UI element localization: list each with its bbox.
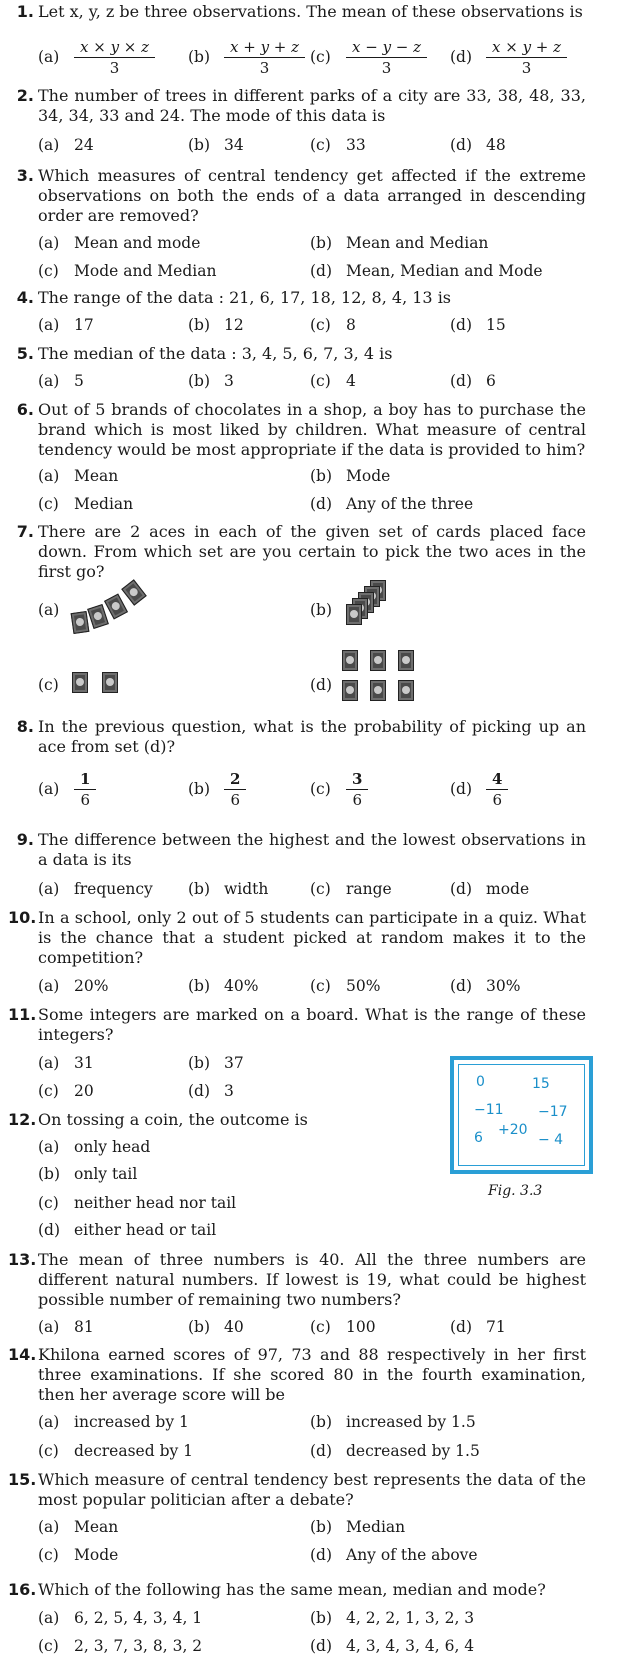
option-label: (a) (38, 47, 60, 66)
option-13a[interactable]: (a) 81 (38, 1318, 94, 1336)
question-number: 5. (16, 344, 34, 363)
question-number: 8. (16, 717, 34, 736)
board-number: 15 (532, 1076, 550, 1092)
option-13c[interactable]: (c) 100 (310, 1318, 376, 1336)
question-number: 11. (8, 1005, 37, 1024)
question-number: 3. (16, 166, 34, 185)
option-1d[interactable] (450, 38, 567, 77)
option-2b[interactable]: (b) 34 (188, 136, 244, 154)
option-10b[interactable]: (b) 40% (188, 977, 259, 995)
card-set-b (340, 578, 400, 638)
option-8d[interactable]: (d) $\frac{4}{6}$ (450, 770, 508, 809)
option-16a[interactable]: (a) 6, 2, 5, 4, 3, 4, 1 (38, 1609, 203, 1627)
card-icon (104, 593, 128, 619)
option-4c[interactable]: (c) 8 (310, 316, 356, 334)
option-5b[interactable]: (b) 3 (188, 372, 234, 390)
option-label: (c) (310, 47, 331, 66)
card-icon (342, 650, 358, 671)
card-icon (102, 672, 118, 693)
option-14b[interactable]: (b) increased by 1.5 (310, 1413, 476, 1431)
option-8a[interactable]: (a) $\frac{1}{6}$ (38, 770, 96, 809)
question-text: The number of trees in different parks of a city are 33, 38, 48, 33, 34, 34, 33 and 24. The mode of this data is (38, 86, 586, 125)
option-2d[interactable]: (d) 48 (450, 136, 506, 154)
option-5d[interactable]: (d) 6 (450, 372, 496, 390)
question-number: 10. (8, 908, 37, 927)
option-4b[interactable]: (b) 12 (188, 316, 244, 334)
question-number: 4. (16, 288, 34, 307)
option-1b[interactable] (188, 38, 305, 77)
option-12d[interactable]: (d) either head or tail (38, 1221, 217, 1239)
option-6c[interactable]: (c) Median (38, 495, 134, 513)
option-9c[interactable]: (c) range (310, 880, 392, 898)
option-label: (b) (188, 47, 211, 66)
option-3b[interactable]: (b) Mean and Median (310, 234, 489, 252)
option-4a[interactable]: (a) 17 (38, 316, 94, 334)
card-icon (346, 604, 362, 625)
option-3a[interactable]: (a) Mean and mode (38, 234, 201, 252)
question-text: The difference between the highest and the lowest observations in a data is its (38, 830, 586, 869)
board-number: −17 (538, 1104, 568, 1120)
option-7a[interactable]: (a) (38, 601, 60, 619)
card-icon (87, 604, 109, 629)
fraction: $\frac{x \times y \times z}{3}$ (74, 38, 155, 77)
question-number: 13. (8, 1250, 37, 1269)
question-number: 9. (16, 830, 34, 849)
question-text: In the previous question, what is the probability of picking up an ace from set (d)? (38, 717, 586, 756)
option-9a[interactable]: (a) frequency (38, 880, 153, 898)
option-15a[interactable]: (a) Mean (38, 1518, 119, 1536)
question-number: 15. (8, 1470, 37, 1489)
option-16c[interactable]: (c) 2, 3, 7, 3, 8, 3, 2 (38, 1637, 203, 1655)
question-number: 7. (16, 522, 34, 541)
option-label: (d) (450, 47, 473, 66)
option-15d[interactable]: (d) Any of the above (310, 1546, 478, 1564)
option-3c[interactable]: (c) Mode and Median (38, 262, 217, 280)
card-icon (370, 650, 386, 671)
question-number: 1. (16, 2, 34, 21)
card-icon (342, 680, 358, 701)
card-icon (398, 680, 414, 701)
question-text: The range of the data : 21, 6, 17, 18, 12, 8, 4, 13 is (38, 288, 452, 307)
board-number: 0 (476, 1074, 485, 1090)
fraction: $\frac{x - y - z}{3}$ (346, 38, 427, 77)
option-11d[interactable]: (d) 3 (188, 1082, 234, 1100)
question-number: 2. (16, 86, 34, 105)
fraction: $\frac{4}{6}$ (486, 770, 508, 809)
option-14d[interactable]: (d) decreased by 1.5 (310, 1442, 480, 1460)
question-text: Which measures of central tendency get affected if the extreme observations on both the ends of a data arranged in descending order are removed? (38, 166, 586, 225)
fraction: $\frac{1}{6}$ (74, 770, 96, 809)
board-number: 6 (474, 1130, 483, 1146)
option-8c[interactable]: (c) $\frac{3}{6}$ (310, 770, 368, 809)
option-16d[interactable]: (d) 4, 3, 4, 3, 4, 6, 4 (310, 1637, 475, 1655)
option-9d[interactable]: (d) mode (450, 880, 530, 898)
question-text: Which of the following has the same mean, median and mode? (38, 1580, 546, 1599)
question-number: 12. (8, 1110, 37, 1129)
card-icon (72, 672, 88, 693)
option-14c[interactable]: (c) decreased by 1 (38, 1442, 194, 1460)
option-2c[interactable]: (c) 33 (310, 136, 366, 154)
option-5a[interactable]: (a) 5 (38, 372, 84, 390)
option-9b[interactable]: (b) width (188, 880, 269, 898)
question-text: There are 2 aces in each of the given set of cards placed face down. From which set are you certain to pick the two aces in the first go? (38, 522, 586, 581)
card-icon (398, 650, 414, 671)
option-7c[interactable]: (c) (38, 676, 59, 694)
question-text: Which measure of central tendency best represents the data of the most popular politician after a debate? (38, 1470, 586, 1509)
option-6b[interactable]: (b) Mode (310, 467, 391, 485)
option-6d[interactable]: (d) Any of the three (310, 495, 474, 513)
question-text: Some integers are marked on a board. What is the range of these integers? (38, 1005, 586, 1044)
fraction: $\frac{x + y + z}{3}$ (224, 38, 305, 77)
option-7d[interactable]: (d) (310, 676, 333, 694)
question-text: In a school, only 2 out of 5 students can participate in a quiz. What is the chance that a student picked at random makes it to the competition? (38, 908, 586, 967)
option-12b[interactable]: (b) only tail (38, 1165, 138, 1183)
option-11a[interactable]: (a) 31 (38, 1054, 94, 1072)
option-4d[interactable]: (d) 15 (450, 316, 506, 334)
question-text: The median of the data : 3, 4, 5, 6, 7, 3, 4 is (38, 344, 393, 363)
question-text: Let x, y, z be three observations. The mean of these observations is (38, 2, 583, 21)
card-set-c (70, 670, 130, 696)
option-13b[interactable]: (b) 40 (188, 1318, 244, 1336)
fraction: $\frac{3}{6}$ (346, 770, 368, 809)
option-13d[interactable]: (d) 71 (450, 1318, 506, 1336)
option-16b[interactable]: (b) 4, 2, 2, 1, 3, 2, 3 (310, 1609, 475, 1627)
option-12c[interactable]: (c) neither head nor tail (38, 1194, 237, 1212)
fraction: $\frac{2}{6}$ (224, 770, 246, 809)
question-text: Out of 5 brands of chocolates in a shop, a boy has to purchase the brand which is most liked by children. What measure of central tendency would be most appropriate if the data is provided to him? (38, 400, 586, 459)
option-10c[interactable]: (c) 50% (310, 977, 381, 995)
option-12a[interactable]: (a) only head (38, 1138, 151, 1156)
question-text: Khilona earned scores of 97, 73 and 88 respectively in her first three examinations. If she scored 80 in the fourth examination, then her average score will be (38, 1345, 586, 1404)
option-10d[interactable]: (d) 30% (450, 977, 521, 995)
option-1c[interactable] (310, 38, 427, 77)
integer-board (450, 1056, 593, 1174)
option-2a[interactable]: (a) 24 (38, 136, 94, 154)
option-14a[interactable]: (a) increased by 1 (38, 1413, 189, 1431)
board-number: −11 (474, 1102, 504, 1118)
option-7b[interactable]: (b) (310, 601, 333, 619)
card-set-d (342, 648, 422, 708)
board-number: +20 (498, 1122, 528, 1138)
question-text: On tossing a coin, the outcome is (38, 1110, 308, 1129)
option-15b[interactable]: (b) Median (310, 1518, 406, 1536)
option-6a[interactable]: (a) Mean (38, 467, 119, 485)
option-3d[interactable]: (d) Mean, Median and Mode (310, 262, 543, 280)
card-icon (370, 680, 386, 701)
fraction: $\frac{x \times y + z}{3}$ (486, 38, 567, 77)
option-11c[interactable]: (c) 20 (38, 1082, 94, 1100)
option-11b[interactable]: (b) 37 (188, 1054, 244, 1072)
question-number: 6. (16, 400, 34, 419)
board-number: − 4 (538, 1132, 564, 1148)
card-icon (71, 611, 90, 634)
option-15c[interactable]: (c) Mode (38, 1546, 119, 1564)
option-5c[interactable]: (c) 4 (310, 372, 356, 390)
question-number: 16. (8, 1580, 37, 1599)
figure-caption: Fig. 3.3 (488, 1183, 543, 1199)
question-text: The mean of three numbers is 40. All the three numbers are different natural numbers. If lowest is 19, what could be highest possible number of remaining two numbers? (38, 1250, 586, 1309)
question-number: 14. (8, 1345, 37, 1364)
card-icon (121, 579, 147, 605)
option-10a[interactable]: (a) 20% (38, 977, 109, 995)
option-8b[interactable]: (b) $\frac{2}{6}$ (188, 770, 246, 809)
option-1a[interactable] (38, 38, 155, 77)
card-set-a (70, 578, 160, 638)
